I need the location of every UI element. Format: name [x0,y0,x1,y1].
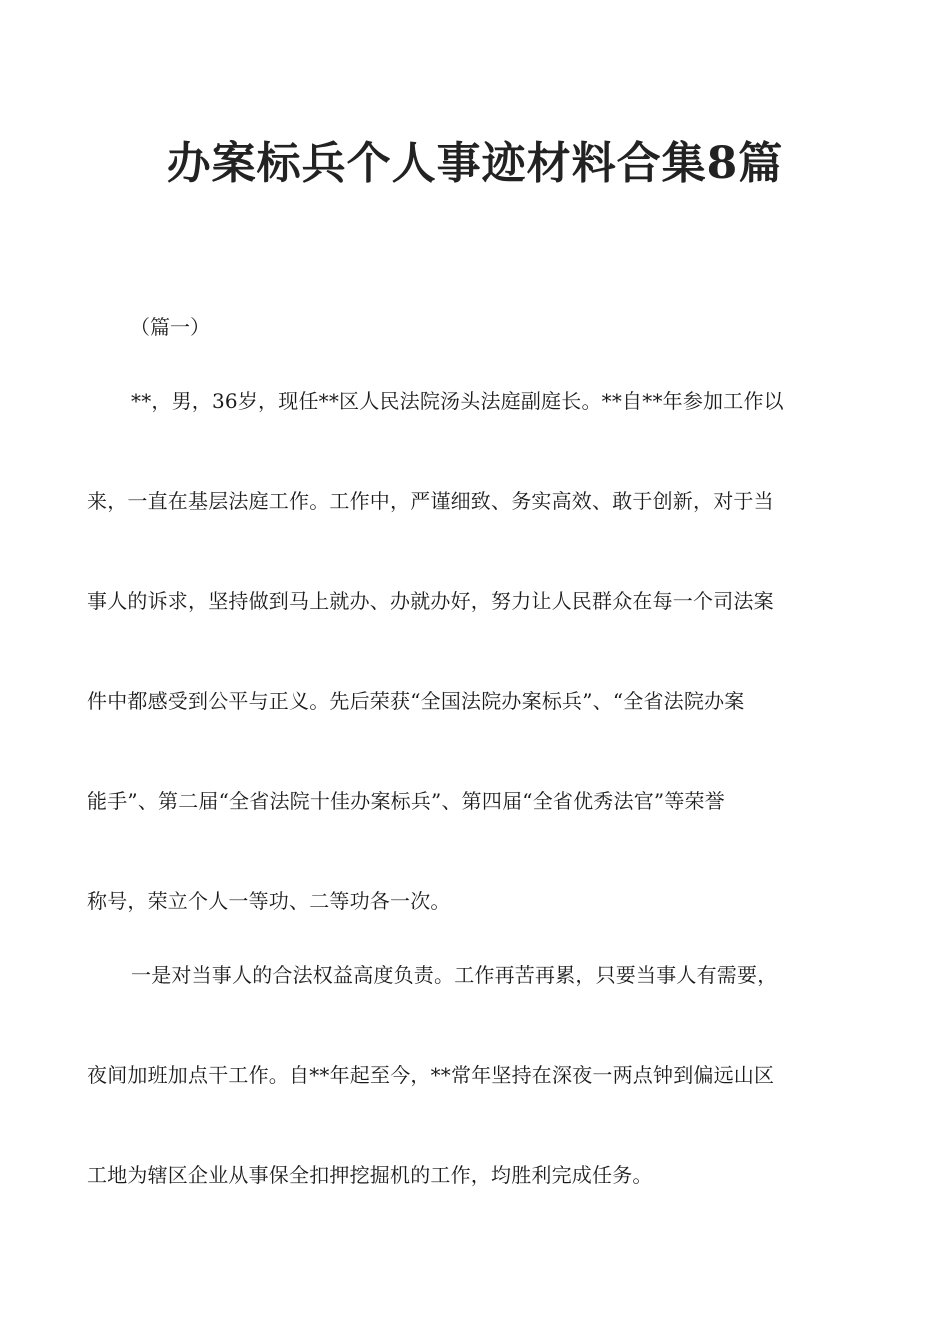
paragraph-line: 称号，荣立个人一等功、二等功各一次。 [87,889,451,913]
paragraph-line: 能手”、第二届“全省法院十佳办案标兵”、第四届“全省优秀法官”等荣誉 [87,789,725,813]
paragraph-line: **，男，36岁，现任**区人民法院汤头法庭副庭长。**自**年参加工作以 [131,389,784,413]
paragraph-line: 工地为辖区企业从事保全扣押挖掘机的工作，均胜利完成任务。 [87,1163,653,1187]
paragraph-line: 来，一直在基层法庭工作。工作中，严谨细致、务实高效、敢于创新，对于当 [87,489,774,513]
section-label: （篇一） [130,315,210,339]
paragraph-line: 夜间加班加点干工作。自**年起至今，**常年坚持在深夜一两点钟到偏远山区 [87,1063,775,1087]
paragraph-line: 一是对当事人的合法权益高度负责。工作再苦再累，只要当事人有需要， [131,963,778,987]
paragraph-line: 件中都感受到公平与正义。先后荣获“全国法院办案标兵”、“全省法院办案 [87,689,745,713]
paragraph-line: 事人的诉求，坚持做到马上就办、办就办好，努力让人民群众在每一个司法案 [87,589,774,613]
document-title: 办案标兵个人事迹材料合集8篇 [166,138,784,189]
